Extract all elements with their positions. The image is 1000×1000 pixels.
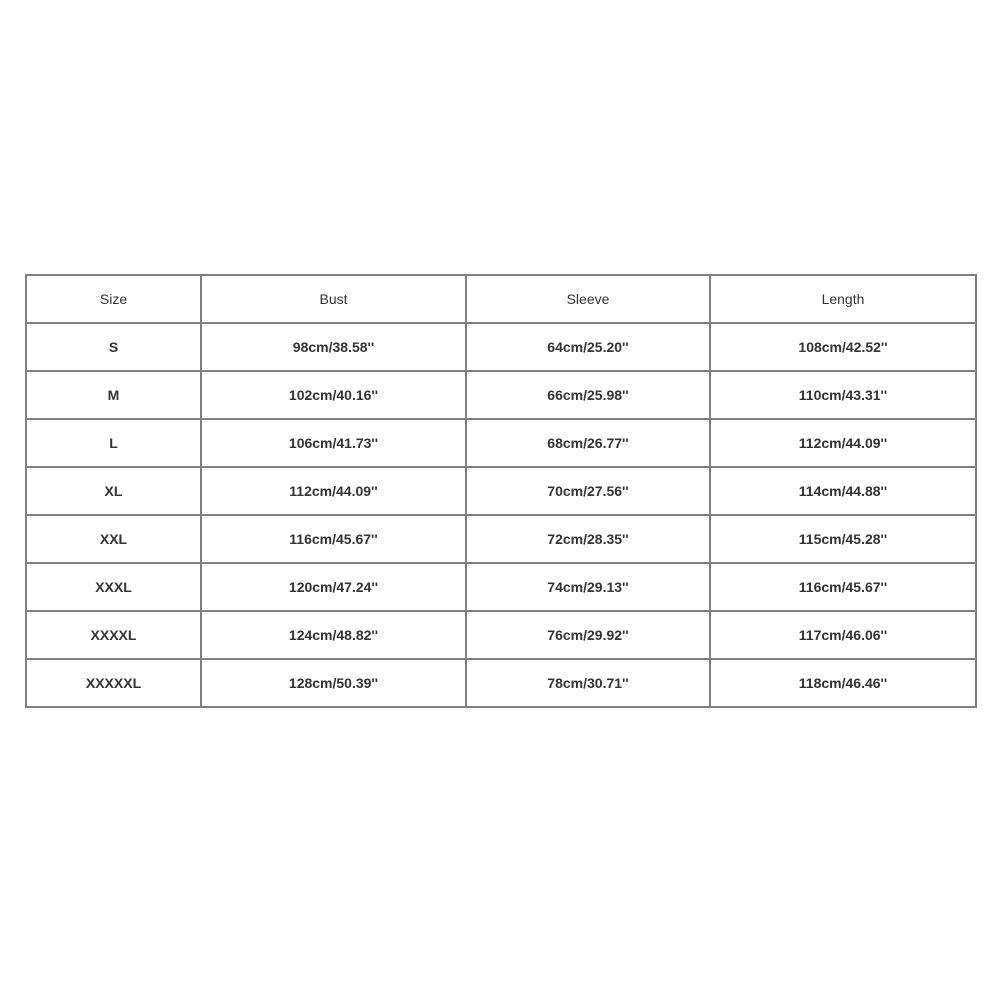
sleeve-cell: 78cm/30.71'' <box>466 659 710 707</box>
column-header-sleeve: Sleeve <box>466 275 710 323</box>
size-cell: XXXL <box>26 563 201 611</box>
length-cell: 117cm/46.06'' <box>710 611 976 659</box>
header-row <box>26 275 976 323</box>
bust-cell: 128cm/50.39'' <box>201 659 466 707</box>
bust-cell: 120cm/47.24'' <box>201 563 466 611</box>
bust-cell: 98cm/38.58'' <box>201 323 466 371</box>
length-cell: 118cm/46.46'' <box>710 659 976 707</box>
size-cell: L <box>26 419 201 467</box>
table-row <box>26 659 976 707</box>
length-cell: 110cm/43.31'' <box>710 371 976 419</box>
table-row <box>26 515 976 563</box>
sleeve-cell: 66cm/25.98'' <box>466 371 710 419</box>
bust-cell: 116cm/45.67'' <box>201 515 466 563</box>
table-row <box>26 563 976 611</box>
sleeve-cell: 72cm/28.35'' <box>466 515 710 563</box>
sleeve-cell: 76cm/29.92'' <box>466 611 710 659</box>
length-cell: 116cm/45.67'' <box>710 563 976 611</box>
sleeve-cell: 68cm/26.77'' <box>466 419 710 467</box>
column-header-length: Length <box>710 275 976 323</box>
size-cell: XXXXXL <box>26 659 201 707</box>
table-row <box>26 323 976 371</box>
size-cell: XXL <box>26 515 201 563</box>
sleeve-cell: 74cm/29.13'' <box>466 563 710 611</box>
size-cell: M <box>26 371 201 419</box>
bust-cell: 102cm/40.16'' <box>201 371 466 419</box>
bust-cell: 112cm/44.09'' <box>201 467 466 515</box>
length-cell: 114cm/44.88'' <box>710 467 976 515</box>
column-header-size: Size <box>26 275 201 323</box>
length-cell: 115cm/45.28'' <box>710 515 976 563</box>
length-cell: 112cm/44.09'' <box>710 419 976 467</box>
table-row <box>26 371 976 419</box>
bust-cell: 124cm/48.82'' <box>201 611 466 659</box>
size-chart-table <box>25 274 977 708</box>
column-header-bust: Bust <box>201 275 466 323</box>
size-cell: S <box>26 323 201 371</box>
size-chart-body <box>26 323 976 707</box>
table-row <box>26 419 976 467</box>
table-row <box>26 467 976 515</box>
size-cell: XL <box>26 467 201 515</box>
bust-cell: 106cm/41.73'' <box>201 419 466 467</box>
sleeve-cell: 64cm/25.20'' <box>466 323 710 371</box>
length-cell: 108cm/42.52'' <box>710 323 976 371</box>
table-row <box>26 611 976 659</box>
sleeve-cell: 70cm/27.56'' <box>466 467 710 515</box>
size-cell: XXXXL <box>26 611 201 659</box>
